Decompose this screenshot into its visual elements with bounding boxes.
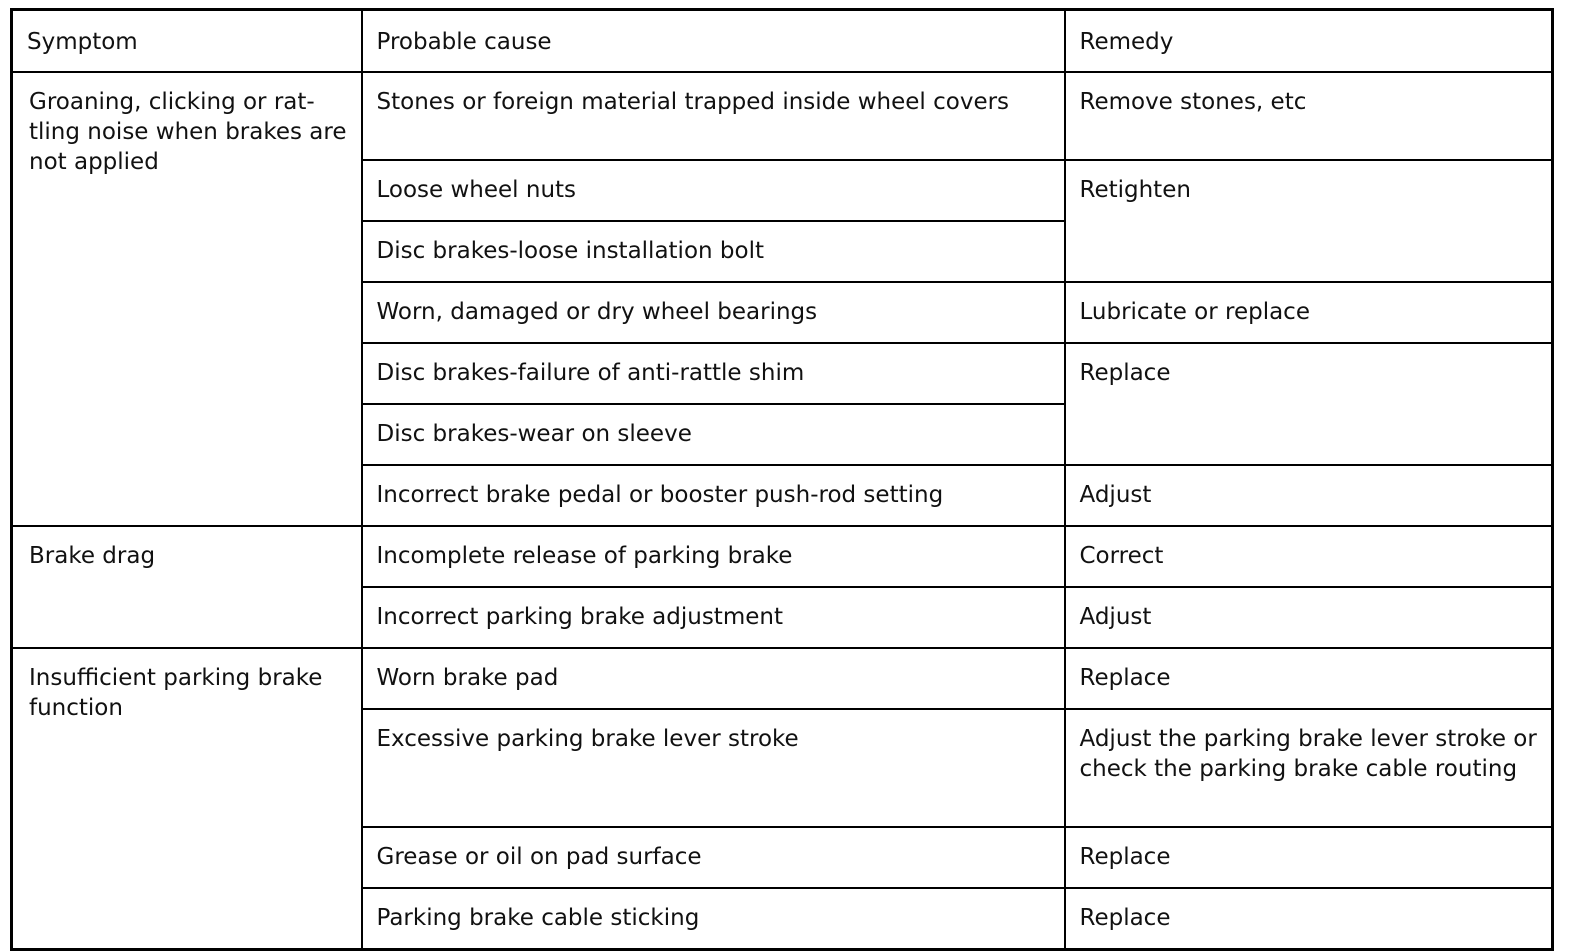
cause-cell: Excessive parking brake lever stroke [362, 709, 1065, 827]
cause-cell: Parking brake cable sticking [362, 888, 1065, 950]
remedy-cell: Remove stones, etc [1065, 72, 1553, 160]
cause-cell: Disc brakes-wear on sleeve [362, 404, 1065, 465]
cause-cell: Grease or oil on pad surface [362, 827, 1065, 888]
header-row [12, 10, 1553, 73]
troubleshooting-page [10, 8, 1551, 930]
cause-cell: Disc brakes-failure of anti-rattle shim [362, 343, 1065, 404]
symptom-cell: Groaning, clicking or rat-tling noise when brakes are not applied [12, 72, 362, 526]
remedy-cell: Replace [1065, 827, 1553, 888]
table-row [12, 72, 1553, 160]
remedy-cell: Lubricate or replace [1065, 282, 1553, 343]
remedy-cell: Correct [1065, 526, 1553, 587]
table-row [12, 526, 1553, 587]
cause-cell: Worn, damaged or dry wheel bearings [362, 282, 1065, 343]
troubleshooting-table [10, 8, 1554, 951]
cause-cell: Incomplete release of parking brake [362, 526, 1065, 587]
remedy-cell: Replace [1065, 343, 1553, 465]
remedy-cell: Adjust the parking brake lever stroke or check the parking brake cable routing [1065, 709, 1553, 827]
header-remedy: Remedy [1065, 10, 1553, 73]
remedy-cell: Replace [1065, 648, 1553, 709]
remedy-cell: Adjust [1065, 587, 1553, 648]
symptom-cell: Brake drag [12, 526, 362, 648]
cause-cell: Worn brake pad [362, 648, 1065, 709]
cause-cell: Stones or foreign material trapped inside wheel covers [362, 72, 1065, 160]
remedy-cell: Retighten [1065, 160, 1553, 282]
table-row [12, 648, 1553, 709]
cause-cell: Disc brakes-loose installation bolt [362, 221, 1065, 282]
cause-cell: Incorrect parking brake adjustment [362, 587, 1065, 648]
header-probable-cause: Probable cause [362, 10, 1065, 73]
symptom-cell: Insufficient parking brake function [12, 648, 362, 950]
header-symptom: Symptom [12, 10, 362, 73]
remedy-cell: Adjust [1065, 465, 1553, 526]
cause-cell: Loose wheel nuts [362, 160, 1065, 221]
remedy-cell: Replace [1065, 888, 1553, 950]
cause-cell: Incorrect brake pedal or booster push-rod setting [362, 465, 1065, 526]
